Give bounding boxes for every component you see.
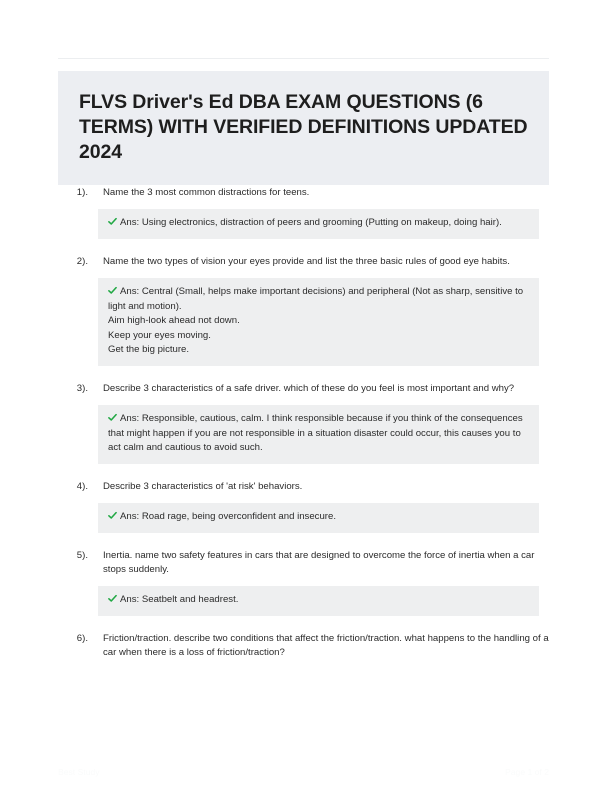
answer-box — [98, 586, 539, 616]
question-number: 3). — [76, 382, 88, 394]
answer-box — [98, 209, 539, 239]
question-item — [0, 186, 606, 239]
answer-box — [98, 503, 539, 533]
question-item — [0, 549, 606, 616]
question-number: 6). — [76, 632, 88, 644]
question-text: Name the two types of vision your eyes provide and list the three basic rules of good eye habits. — [103, 255, 510, 267]
footer-brand: Best Study — [58, 767, 100, 777]
document-title-banner — [58, 71, 549, 185]
question-item — [0, 632, 606, 660]
question-text: Describe 3 characteristics of a safe driver. which of these do you feel is most important and why? — [103, 382, 515, 394]
footer-page-number: Page 1 of 2 — [505, 767, 549, 777]
question-text: Inertia. name two safety features in cars that are designed to overcome the force of inertia when a car stops suddenly. — [103, 549, 535, 575]
check-icon — [108, 511, 117, 520]
question-text: Describe 3 characteristics of 'at risk' behaviors. — [103, 480, 303, 492]
answer-line — [108, 285, 529, 314]
page-title: FLVS Driver's Ed DBA EXAM QUESTIONS (6 TERMS) WITH VERIFIED DEFINITIONS UPDATED 2024 — [79, 91, 528, 163]
answer-text: Aim high-look ahead not down. — [108, 315, 240, 327]
question-text: Name the 3 most common distractions for teens. — [103, 187, 310, 198]
header-divider — [58, 58, 549, 59]
page-footer — [58, 766, 549, 778]
answer-line — [108, 216, 529, 231]
answer-text: Ans: Road rage, being overconfident and insecure. — [120, 511, 336, 523]
answer-text: Get the big picture. — [108, 344, 190, 356]
question-list — [0, 186, 606, 676]
answer-text: Ans: Central (Small, helps make important decisions) and peripheral (Not as sharp, sensitive to light and motion). — [108, 286, 524, 312]
question-text: Friction/traction. describe two conditions that affect the friction/traction. what happens to the handling of a car when there is a loss of friction/traction? — [103, 632, 549, 658]
question-number: 2). — [76, 255, 88, 267]
answer-text: Ans: Using electronics, distraction of peers and grooming (Putting on makeup, doing hair). — [120, 217, 502, 229]
answer-text: Ans: Responsible, cautious, calm. I think responsible because if you think of the consequences that might happen if you are not responsible in a situation disaster could occur, this causes you to act calm and cautious to avoid such. — [108, 413, 523, 454]
answer-line — [108, 412, 529, 456]
question-number: 4). — [76, 480, 88, 492]
answer-line — [108, 510, 529, 525]
check-icon — [108, 217, 117, 226]
check-icon — [108, 594, 117, 603]
answer-line — [108, 593, 529, 608]
answer-text: Ans: Seatbelt and headrest. — [120, 594, 239, 606]
question-item — [0, 480, 606, 533]
question-item — [0, 382, 606, 464]
answer-text: Keep your eyes moving. — [108, 329, 211, 341]
question-number: 1). — [76, 187, 88, 198]
answer-line — [108, 329, 529, 344]
check-icon — [108, 286, 117, 295]
question-number: 5). — [76, 549, 88, 561]
answer-line — [108, 314, 529, 329]
question-item — [0, 255, 606, 366]
answer-box — [98, 405, 539, 464]
check-icon — [108, 413, 117, 422]
answer-box — [98, 278, 539, 366]
answer-line — [108, 343, 529, 358]
